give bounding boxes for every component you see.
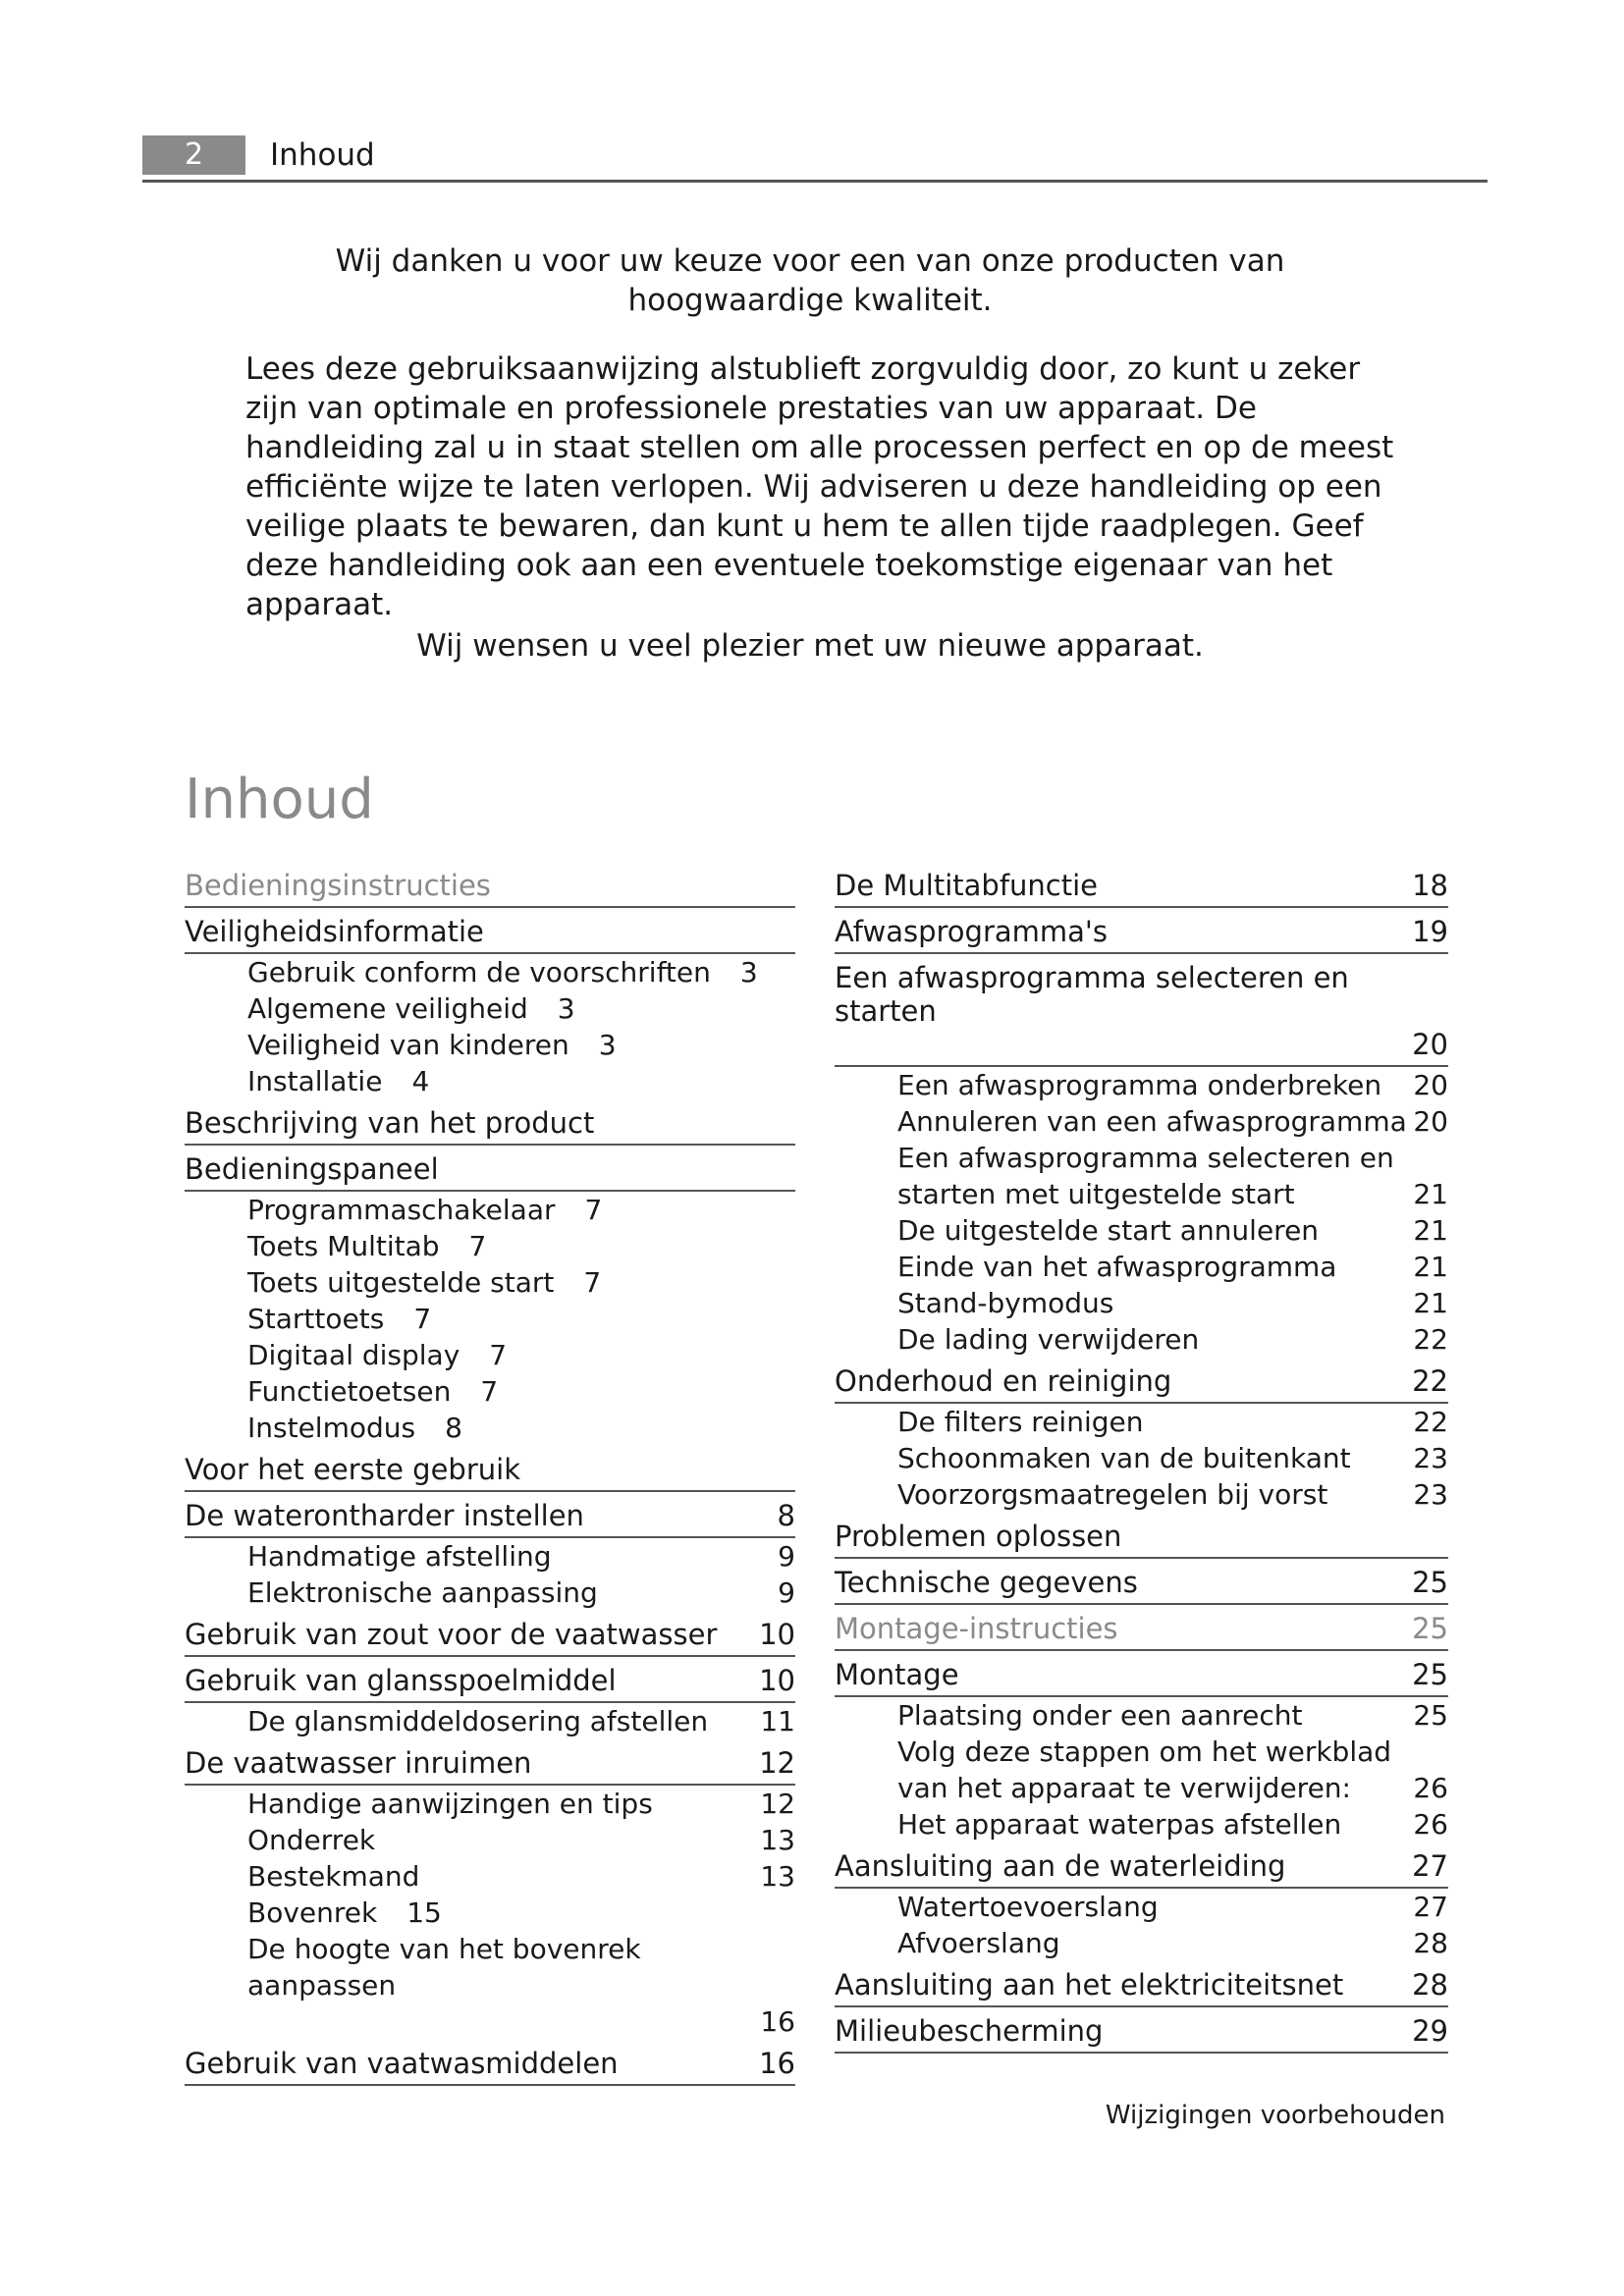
toc-subentry[interactable] xyxy=(185,1192,795,1228)
page-number-badge: 2 xyxy=(142,135,245,175)
toc-page: 23 xyxy=(1413,1478,1448,1511)
toc-page: 21 xyxy=(1413,1287,1448,1319)
toc-label: Veiligheidsinformatie xyxy=(185,915,484,948)
toc-label: De waterontharder instellen xyxy=(185,1499,584,1532)
toc-label: Gebruik van glansspoelmiddel xyxy=(185,1664,617,1697)
toc-label: Bovenrek xyxy=(247,1896,378,1929)
toc-page: 20 xyxy=(1413,1069,1448,1101)
toc-label: Gebruik van vaatwasmiddelen xyxy=(185,2047,619,2080)
toc-page: 7 xyxy=(583,1266,602,1299)
intro-thanks: Wij danken u voor uw keuze voor een van onze producten van hoogwaardige kwaliteit. xyxy=(335,243,1285,318)
toc-page: 15 xyxy=(406,1896,442,1929)
toc-label: Montage xyxy=(835,1658,959,1691)
toc-subentry[interactable] xyxy=(185,1301,795,1337)
toc-section[interactable] xyxy=(835,908,1448,954)
toc-page: 20 xyxy=(1413,1105,1448,1138)
toc-page: 27 xyxy=(1412,1849,1448,1883)
toc-page: 13 xyxy=(760,1860,795,1893)
toc-label: Handmatige afstelling xyxy=(247,1540,552,1573)
toc-subentry[interactable] xyxy=(835,1697,1448,1734)
toc-label: De filters reinigen xyxy=(897,1406,1144,1438)
toc-label: Plaatsing onder een aanrecht xyxy=(897,1699,1303,1732)
toc-subentry[interactable] xyxy=(185,1337,795,1373)
toc-subentry[interactable] xyxy=(835,1103,1448,1140)
toc-label: Starttoets xyxy=(247,1303,385,1335)
toc-page: 21 xyxy=(1413,1251,1448,1283)
toc-subentry[interactable] xyxy=(185,990,795,1027)
toc-label: Onderhoud en reiniging xyxy=(835,1364,1172,1398)
toc-section[interactable] xyxy=(835,2007,1448,2054)
toc-section[interactable] xyxy=(835,1961,1448,2007)
toc-label: Milieubescherming xyxy=(835,2014,1104,2048)
toc-label: Een afwasprogramma selecteren en starten xyxy=(835,961,1349,1028)
toc-label: Afvoerslang xyxy=(897,1927,1060,1959)
toc-label: Einde van het afwasprogramma xyxy=(897,1251,1337,1283)
toc-subentry[interactable] xyxy=(185,1575,795,1611)
toc-page: 25 xyxy=(1412,1612,1448,1645)
toc-page: 21 xyxy=(1413,1214,1448,1247)
toc-section[interactable] xyxy=(185,862,795,908)
toc-subentry[interactable] xyxy=(185,1786,795,1822)
toc-label: De glansmiddeldosering afstellen xyxy=(247,1705,709,1737)
toc-label: Veiligheid van kinderen xyxy=(247,1029,569,1061)
toc-label: Bedieningspaneel xyxy=(185,1152,439,1186)
toc-label: Het apparaat waterpas afstellen xyxy=(897,1808,1342,1841)
toc-subentry[interactable] xyxy=(185,1703,795,1739)
toc-page: 3 xyxy=(557,992,575,1025)
toc-label: Afwasprogramma's xyxy=(835,915,1108,948)
toc-label: Toets uitgestelde start xyxy=(247,1266,555,1299)
toc-page: 7 xyxy=(413,1303,432,1335)
toc-page: 21 xyxy=(1413,1178,1448,1210)
toc-label: Beschrijving van het product xyxy=(185,1106,595,1140)
toc-left-column xyxy=(185,862,795,2086)
toc-page: 3 xyxy=(598,1029,617,1061)
toc-section[interactable] xyxy=(835,1842,1448,1889)
toc-page: 8 xyxy=(445,1412,462,1444)
toc-subentry[interactable] xyxy=(185,1858,795,1895)
toc-label: Bedieningsinstructies xyxy=(185,869,491,902)
toc-subentry[interactable] xyxy=(835,1440,1448,1476)
toc-label: Onderrek xyxy=(247,1824,376,1856)
toc-label: Algemene veiligheid xyxy=(247,992,528,1025)
toc-label: Elektronische aanpassing xyxy=(247,1576,598,1609)
toc-page: 25 xyxy=(1412,1658,1448,1691)
toc-page: 3 xyxy=(739,956,758,988)
toc-page: 28 xyxy=(1413,1927,1448,1959)
toc-page: 13 xyxy=(760,1824,795,1856)
toc-page: 12 xyxy=(760,1788,795,1820)
toc-page: 9 xyxy=(778,1540,795,1573)
toc-section[interactable] xyxy=(835,1605,1448,1651)
toc-page: 22 xyxy=(1413,1406,1448,1438)
toc-label: Schoonmaken van de buitenkant xyxy=(897,1442,1351,1474)
toc-section[interactable] xyxy=(185,1492,795,1538)
toc-subentry[interactable] xyxy=(185,1264,795,1301)
toc-label: Digitaal display xyxy=(247,1339,460,1371)
toc-subentry[interactable] xyxy=(835,1067,1448,1103)
toc-subentry[interactable] xyxy=(185,1538,795,1575)
toc-page: 20 xyxy=(1412,1028,1448,1061)
toc-label: Een afwasprogramma onderbreken xyxy=(897,1069,1382,1101)
toc-section[interactable] xyxy=(835,1358,1448,1404)
toc-section[interactable] xyxy=(185,908,795,954)
toc-page: 8 xyxy=(777,1499,795,1532)
toc-page: 9 xyxy=(778,1576,795,1609)
toc-page: 29 xyxy=(1412,2014,1448,2048)
toc-subentry[interactable] xyxy=(185,1373,795,1410)
toc-page: 26 xyxy=(1413,1808,1448,1841)
toc-label: Toets Multitab xyxy=(247,1230,440,1262)
toc-page: 18 xyxy=(1412,869,1448,902)
toc-label: Aansluiting aan de waterleiding xyxy=(835,1849,1286,1883)
toc-label: Stand-bymodus xyxy=(897,1287,1114,1319)
toc-section[interactable] xyxy=(185,1611,795,1657)
toc-subentry[interactable] xyxy=(185,1895,795,1931)
toc-subentry[interactable] xyxy=(185,1063,795,1099)
toc-label: Programmaschakelaar xyxy=(247,1194,556,1226)
toc-page: 22 xyxy=(1413,1323,1448,1356)
toc-page: 16 xyxy=(760,2005,795,2038)
toc-page: 16 xyxy=(759,2047,795,2080)
toc-label: Volg deze stappen om het werkblad van het apparaat te verwijderen: xyxy=(897,1735,1392,1804)
toc-subentry[interactable] xyxy=(835,1321,1448,1358)
toc-subentry[interactable] xyxy=(185,1228,795,1264)
toc-label: Gebruik conform de voorschriften xyxy=(247,956,711,988)
toc-section[interactable] xyxy=(835,1513,1448,1559)
toc-page: 19 xyxy=(1412,915,1448,948)
toc-subentry[interactable] xyxy=(185,1931,795,2040)
toc-subentry[interactable] xyxy=(835,1925,1448,1961)
toc-page: 11 xyxy=(760,1705,795,1737)
toc-label: De uitgestelde start annuleren xyxy=(897,1214,1320,1247)
toc-label: Annuleren van een afwasprogramma xyxy=(897,1105,1407,1138)
header-rule xyxy=(142,180,1488,183)
toc-page: 22 xyxy=(1412,1364,1448,1398)
toc-label: Aansluiting aan het elektriciteitsnet xyxy=(835,1968,1344,2002)
toc-subentry[interactable] xyxy=(835,1140,1448,1212)
toc-page: 7 xyxy=(468,1230,487,1262)
toc-label: Voorzorgsmaatregelen bij vorst xyxy=(897,1478,1328,1511)
toc-subentry[interactable] xyxy=(835,1734,1448,1806)
toc-section[interactable] xyxy=(185,1446,795,1492)
header-title: Inhoud xyxy=(270,137,375,173)
toc-subentry[interactable] xyxy=(835,1806,1448,1842)
toc-section[interactable] xyxy=(185,1099,795,1146)
toc-label: Technische gegevens xyxy=(835,1566,1138,1599)
toc-label: Montage-instructies xyxy=(835,1612,1118,1645)
toc-subentry[interactable] xyxy=(185,1027,795,1063)
toc-subentry[interactable] xyxy=(835,1249,1448,1285)
toc-label: Watertoevoerslang xyxy=(897,1891,1159,1923)
toc-label: Installatie xyxy=(247,1065,383,1097)
toc-subentry[interactable] xyxy=(185,954,795,990)
toc-section[interactable] xyxy=(835,862,1448,908)
toc-section[interactable] xyxy=(835,954,1448,1067)
toc-label: Functietoetsen xyxy=(247,1375,452,1408)
toc-label: Handige aanwijzingen en tips xyxy=(247,1788,653,1820)
toc-section[interactable] xyxy=(185,2040,795,2086)
toc-page: 10 xyxy=(759,1618,795,1651)
toc-right-column xyxy=(835,862,1448,2054)
footer-note: Wijzigingen voorbehouden xyxy=(1105,2101,1445,2130)
toc-label: Gebruik van zout voor de vaatwasser xyxy=(185,1618,718,1651)
toc-page: 23 xyxy=(1413,1442,1448,1474)
toc-section[interactable] xyxy=(835,1559,1448,1605)
toc-subentry[interactable] xyxy=(835,1476,1448,1513)
toc-label: De lading verwijderen xyxy=(897,1323,1200,1356)
toc-subentry[interactable] xyxy=(835,1285,1448,1321)
toc-section[interactable] xyxy=(185,1657,795,1703)
toc-subentry[interactable] xyxy=(835,1889,1448,1925)
toc-label: Voor het eerste gebruik xyxy=(185,1453,520,1486)
toc-page: 26 xyxy=(1413,1772,1448,1804)
toc-page: 10 xyxy=(759,1664,795,1697)
toc-page: 7 xyxy=(480,1375,499,1408)
page-header xyxy=(142,135,1488,185)
toc-label: De hoogte van het bovenrek aanpassen xyxy=(247,1933,641,2002)
toc-subentry[interactable] xyxy=(185,1822,795,1858)
toc-label: Problemen oplossen xyxy=(835,1520,1122,1553)
toc-section[interactable] xyxy=(185,1739,795,1786)
toc-label: Bestekmand xyxy=(247,1860,420,1893)
toc-section[interactable] xyxy=(835,1651,1448,1697)
intro-closing: Wij wensen u veel plezier met uw nieuwe apparaat. xyxy=(416,628,1204,664)
toc-label: Instelmodus xyxy=(247,1412,416,1444)
toc-page: 28 xyxy=(1412,1968,1448,2002)
toc-title: Inhoud xyxy=(185,768,374,831)
toc-page: 27 xyxy=(1413,1891,1448,1923)
toc-subentry[interactable] xyxy=(835,1212,1448,1249)
toc-label: De Multitabfunctie xyxy=(835,869,1099,902)
toc-page: 25 xyxy=(1413,1699,1448,1732)
toc-label: Een afwasprogramma selecteren en starten met uitgestelde start xyxy=(897,1142,1394,1210)
toc-page: 25 xyxy=(1412,1566,1448,1599)
toc-page: 7 xyxy=(584,1194,603,1226)
toc-page: 4 xyxy=(411,1065,430,1097)
toc-page: 7 xyxy=(489,1339,508,1371)
toc-section[interactable] xyxy=(185,1146,795,1192)
toc-label: De vaatwasser inruimen xyxy=(185,1746,532,1780)
toc-page: 12 xyxy=(759,1746,795,1780)
toc-subentry[interactable] xyxy=(835,1404,1448,1440)
toc-subentry[interactable] xyxy=(185,1410,795,1446)
intro-body: Lees deze gebruiksaanwijzing alstublieft zorgvuldig door, zo kunt u zeker zijn van optimale en professionele prestaties van uw apparaat. De handleiding zal u in staat stellen om alle processen perfect en op de meest efficiënte wijze te laten verlopen. Wij adviseren u deze handleiding op een veilige plaats te bewaren, dan kunt u hem te allen tijde raadplegen. Geef deze handleiding ook aan een eventuele toekomstige eigenaar van het apparaat. xyxy=(245,351,1394,622)
